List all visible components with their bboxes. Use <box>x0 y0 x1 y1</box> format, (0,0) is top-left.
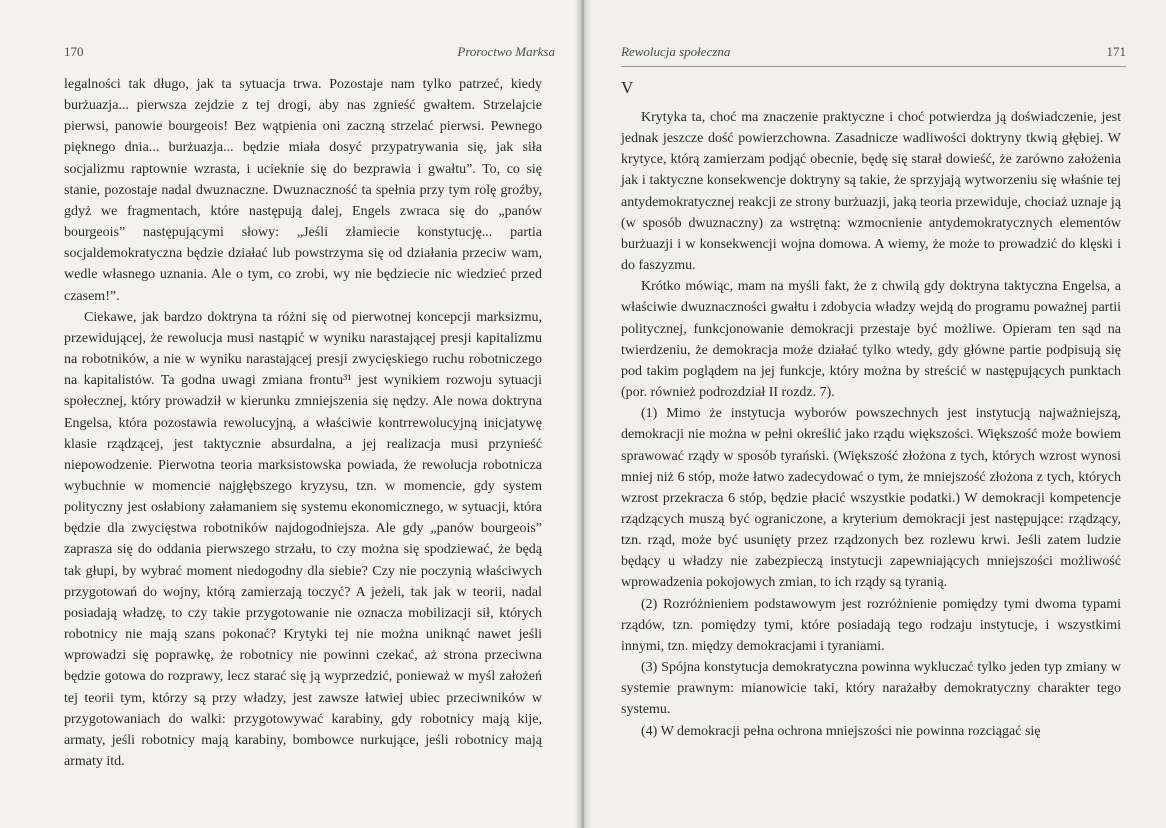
section-heading: V <box>621 78 634 97</box>
right-paragraph-1: Krytyka ta, choć ma znaczenie praktyczne i choć potwierdza ją doświadczenie, jest jednak jeszcze dość powierzchowna. Zasadnicze wadliwości doktryny tkwią głębiej. W krytyce, którą zamierzam podjąć obecnie, będę się starał dowieść, że zarówno założenia jak i taktyczne konsekwencje doktryny są takie, że sprzyjają wytworzeniu się właśnie tej antydemokratycznej reakcji ze strony burżuazji, jaką teoria przewiduje, chociaż uznaje ją (w sposób dwuznaczny) za wstrętną: wzmocnienie antydemokratycznych elementów burżuazji i w konsekwencji wojna domowa. A wiemy, że może to prowadzić do klęski i do faszyzmu. <box>621 110 1121 274</box>
right-paragraph-4: (2) Rozróżnieniem podstawowym jest rozróżnienie pomiędzy tymi dwoma typami rządów, tzn. pomiędzy tymi, które posiadają tego rodzaju instytucje, i wszystkimi innymi, tzn. między demokracjami i tyraniami. <box>621 596 1121 654</box>
right-page-body <box>621 107 1121 742</box>
book-gutter-shadow <box>575 0 591 828</box>
left-page-body <box>64 74 542 772</box>
left-page-number: 170 <box>64 44 84 59</box>
right-paragraph-2: Krótko mówiąc, mam na myśli fakt, że z chwilą gdy doktryna taktyczna Engelsa, a właściwie dwuznaczności gwałtu i zdobycia władzy wejdą do programu poważnej partii politycznej, funkcjonowanie demokracji przestaje być możliwe. Opieram ten sąd na twierdzeniu, że demokracja może działać tylko wtedy, gdy główne partie podpisują się pod takim poglądem na jej funkcje, który można by streścić w następujących punktach (por. również podrozdział II rozdz. 7). <box>621 279 1121 401</box>
right-page <box>583 0 1166 828</box>
right-header-rule <box>621 66 1126 67</box>
left-paragraph-1: legalności tak długo, jak ta sytuacja trwa. Pozostaje nam tylko patrzeć, kiedy burżuazja... pierwsza zejdzie z tej drogi, aby nas zgnieść gwałtem. Strzelajcie pierwsi, panowie bourgeois! Bez wątpienia oni zaczną strzelać pierwsi. Pewnego pięknego dnia... burżuazja... będzie miała dosyć przypatrywania się, jak siła socjalizmu raptownie wzrasta, i ucieknie się do bezprawia i gwałtu”. To, co się stanie, pozostaje nadal dwuznaczne. Dwuznaczność ta spełnia przy tym rolę groźby, gdyż we fragmentach, które następują dalej, Engels zwraca się do „panów bourgeois” następującymi słowy: „Jeśli złamiecie konstytucję... partia socjaldemokratyczna będzie działać lub powstrzyma się od działania przeciw wam, wedle własnego uznania. Ale o tym, co zrobi, wy nie będziecie nic wiedzieć przed czasem!”. <box>64 77 542 304</box>
right-paragraph-3: (1) Mimo że instytucja wyborów powszechnych jest instytucją najważniejszą, demokracji nie można w pełni określić jako rządu większości. Większość może bowiem sprawować rządy w sposób tyrański. (Większość złożona z tych, których wzrost wynosi mniej niż 6 stóp, może łatwo zadecydować o tym, że mniejszość złożona z tych, których wzrost przekracza 6 stóp, będzie płacić wszystkie podatki.) W demokracji kompetencje rządzących muszą być ograniczone, a kryterium demokracji jest następujące: rządzący, tzn. rząd, może być usunięty przez rządzonych bez rozlewu krwi. Jeśli zatem ludzie będący u władzy nie zabezpieczą instytucji zapewniających mniejszości możliwość wprowadzenia pokojowych zmian, to ich rządy są tyranią. <box>621 406 1121 591</box>
right-paragraph-6: (4) W demokracji pełna ochrona mniejszości nie powinna rozciągać się <box>641 723 1041 739</box>
left-paragraph-2: Ciekawe, jak bardzo doktryna ta różni się od pierwotnej koncepcji marksizmu, przewidującej, że rewolucja musi nastąpić w wyniku narastającej presji kapitalizmu na robotników, a nie w wyniku narastającej presji zwycięskiego ruchu robotniczego na kapitalistów. Ta godna uwagi zmiana frontu³¹ jest wynikiem rozwoju sytuacji społecznej, który prowadził w kierunku zmniejszenia się nędzy. Ale nowa doktryna Engelsa, która pozostawia rewolucyjną, a właściwie kontrrewolucyjną inicjatywę klasie rządzącej, jest taktycznie absurdalna, a jej realizacja musi przynieść niepowodzenie. Pierwotna teoria marksistowska powiada, że rewolucja robotnicza wybuchnie w momencie najgłębszego kryzysu, tzn. w momencie, gdy system polityczny jest osłabiony załamaniem się systemu ekonomicznego, w sytuacji, która będzie dla zwycięstwa robotników najdogodniejsza. Ale gdy „panów bourgeois” zaprasza się do oddania pierwszego strzału, to czy można się spodziewać, że będą tak głupi, by wybrać moment niedogodny dla siebie? Czy nie poczynią właściwych przygotowań do wojny, którą zamierzają toczyć? A jeżeli, tak jak w teorii, nadal posiadają władzę, to czy takie przygotowanie nie oznacza mobilizacji sił, których robotnicy nie mają szans pokonać? Krytyki tej nie można uniknąć nawet jeśli wprowadzi się poprawkę, że robotnicy nie powinni czekać, aż strona przeciwna będzie gotowa do rozprawy, lecz starać się ją wyprzedzić, ponieważ w myśl założeń tej teorii tym, którzy są przy władzy, jest zawsze łatwiej ubiec przeciwników w przygotowaniach do walki: przygotowywać karabiny, gdy robotnicy mają kije, armaty, jeśli robotnicy mają karabiny, bombowce nurkujące, jeśli robotnicy mają armaty itd. <box>64 309 542 769</box>
left-running-head: Proroctwo Marksa <box>457 44 555 59</box>
left-header-rule <box>64 66 555 67</box>
right-running-head: Rewolucja społeczna <box>621 44 731 59</box>
right-page-number: 171 <box>1106 44 1126 59</box>
right-paragraph-5: (3) Spójna konstytucja demokratyczna powinna wykluczać tylko jeden typ zmiany w systemie prawnym: mianowicie taki, który narażałby demokratyczny charakter tego systemu. <box>621 660 1121 718</box>
